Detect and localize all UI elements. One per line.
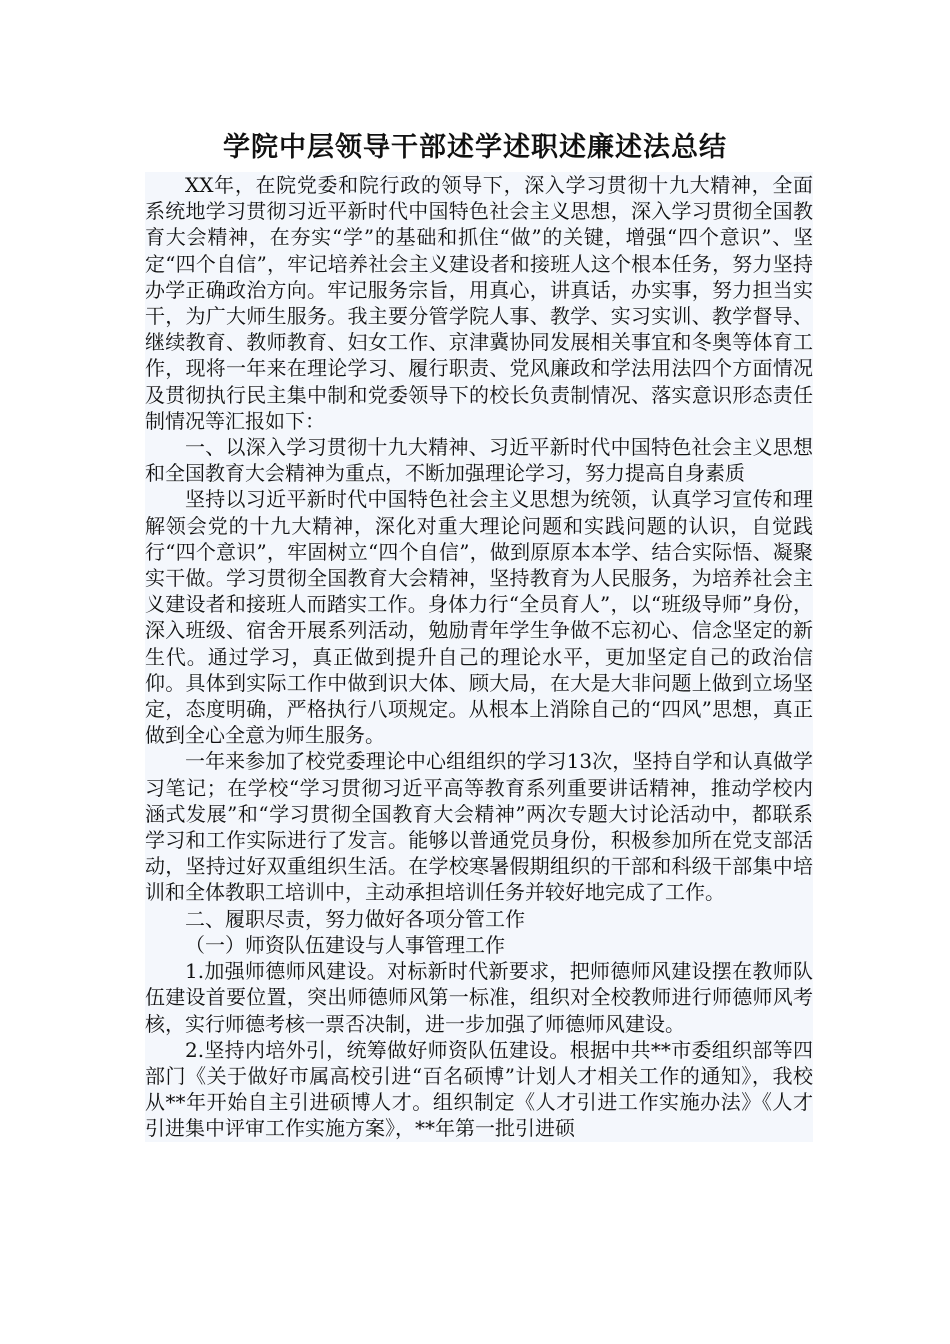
paragraph-item-1: 1.加强师德师风建设。对标新时代新要求，把师德师风建设摆在教师队伍建设首要位置，突出师德师风第一标准，组织对全校教师进行师德师风考核，实行师德考核一票否决制，进一步加强了师德师风建设。 [145, 959, 813, 1036]
section-heading-1: 一、以深入学习贯彻十九大精神、习近平新时代中国特色社会主义思想和全国教育大会精神为重点，不断加强理论学习，努力提高自身素质 [145, 435, 813, 486]
document-body [145, 172, 813, 1142]
subsection-heading-1: （一）师资队伍建设与人事管理工作 [185, 932, 505, 957]
paragraph-study: 坚持以习近平新时代中国特色社会主义思想为统领，认真学习宣传和理解领会党的十九大精神，深化对重大理论问题和实践问题的认识，自觉践行“四个意识”，牢固树立“四个自信”，做到原原本本学、结合实际悟、凝聚实干做。学习贯彻全国教育大会精神，坚持教育为人民服务，为培养社会主义建设者和接班人而踏实工作。身体力行“全员育人”，以“班级导师”身份，深入班级、宿舍开展系列活动，勉励青年学生争做不忘初心、信念坚定的新生代。通过学习，真正做到提升自己的理论水平，更加坚定自己的政治信仰。具体到实际工作中做到识大体、顾大局，在大是大非问题上做到立场坚定，态度明确，严格执行八项规定。从根本上消除自己的“四风”思想，真正做到全心全意为师生服务。 [145, 487, 813, 748]
paragraph-intro: XX年，在院党委和院行政的领导下，深入学习贯彻十九大精神，全面系统地学习贯彻习近平新时代中国特色社会主义思想，深入学习贯彻全国教育大会精神，在夯实“学”的基础和抓住“做”的关键，增强“四个意识”、坚定“四个自信”，牢记培养社会主义建设者和接班人这个根本任务，努力坚持办学正确政治方向。牢记服务宗旨，用真心，讲真话，办实事，努力担当实干，为广大师生服务。我主要分管学院人事、教学、实习实训、教学督导、继续教育、教师教育、妇女工作、京津冀协同发展相关事宜和冬奥等体育工作，现将一年来在理论学习、履行职责、党风廉政和学法用法四个方面情况及贯彻执行民主集中制和党委领导下的校长负责制情况、落实意识形态责任制情况等汇报如下： [145, 173, 813, 433]
section-heading-2: 二、履职尽责，努力做好各项分管工作 [185, 906, 525, 931]
document-title: 学院中层领导干部述学述职述廉述法总结 [223, 132, 727, 163]
paragraph-item-2: 2.坚持内培外引，统筹做好师资队伍建设。根据中共**市委组织部等四部门《关于做好市属高校引进“百名硕博”计划人才相关工作的通知》，我校从**年开始自主引进硕博人才。组织制定《人才引进工作实施办法》《人才引进集中评审工作实施方案》，**年第一批引进硕 [145, 1037, 813, 1141]
paragraph-study-activities: 一年来参加了校党委理论中心组组织的学习13次，坚持自学和认真做学习笔记；在学校“学习贯彻习近平高等教育系列重要讲话精神，推动学校内涵式发展”和“学习贯彻全国教育大会精神”两次专题大讨论活动中，都联系学习和工作实际进行了发言。能够以普通党员身份，积极参加所在党支部活动，坚持过好双重组织生活。在学校寒暑假期组织的干部和科级干部集中培训和全体教职工培训中，主动承担培训任务并较好地完成了工作。 [145, 749, 813, 905]
